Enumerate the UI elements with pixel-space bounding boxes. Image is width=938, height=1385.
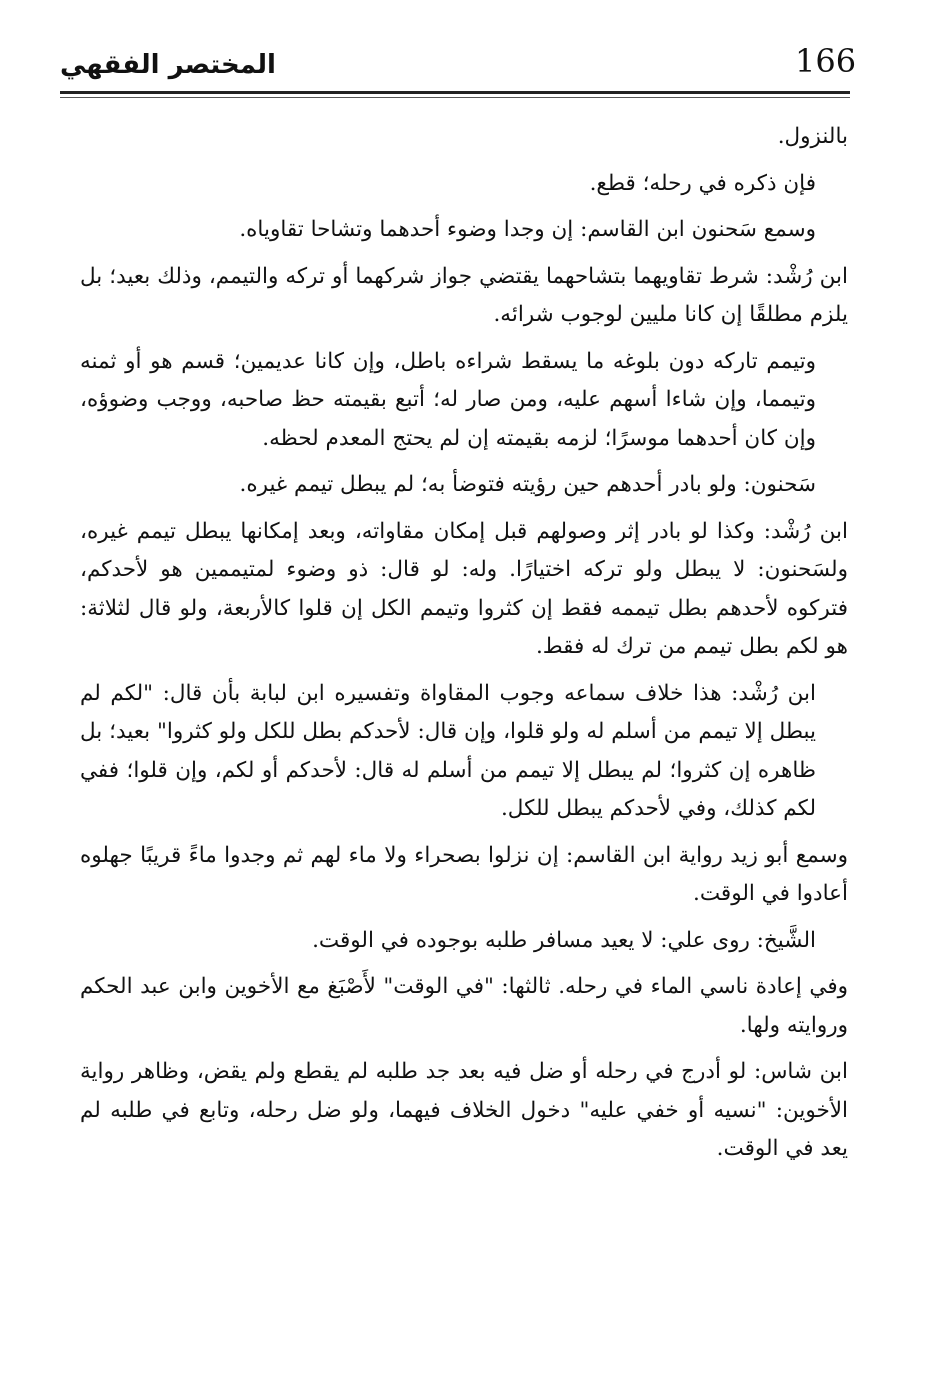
paragraph: فإن ذكره في رحله؛ قطع. [589, 170, 816, 196]
header-rule [60, 91, 850, 94]
header-rule-thin [60, 97, 850, 98]
paragraph: ابن رُشْد: وكذا لو بادر إثر وصولهم قبل إمكان مقاواته، وبعد إمكانها يبطل تيمم غيره، ولسَحنون: لا يبطل ولو تركه اختيارًا. وله: لو قال: ذو وضوء لمتيممين هو لأحدكم، فتركوه لأحدهم بطل تيممه فقط إن كثروا وتيمم الكل إن قلوا كالأربعة، ولو قال لثلاثة: هو لكم بطل تيمم من ترك له فقط. [80, 518, 848, 659]
page-header [60, 40, 857, 88]
paragraph: بالنزول. [777, 124, 848, 149]
paragraph: ابن رُشْد: شرط تقاويهما بتشاحهما يقتضي جواز شركهما أو تركه والتيمم، وذلك بعيد؛ بل يلزم مطلقًا إن كانا مليين لوجوب شرائه. [80, 263, 848, 327]
main-text [80, 118, 848, 1177]
paragraph: ابن رُشْد: هذا خلاف سماعه وجوب المقاواة وتفسيره ابن لبابة بأن قال: "لكم لم يبطل إلا تيمم من أسلم له ولو قلوا، وإن قال: لأحدكم بطل للكل ولو كثروا" بعيد؛ بل ظاهره إن كثروا؛ لم يبطل إلا تيمم من أسلم له قال: لأحدكم أو لكم، وإن قلوا؛ ففي لكم كذلك، وفي لأحدكم يبطل للكل. [80, 680, 816, 821]
page-number: 166 [795, 42, 857, 80]
paragraph: وتيمم تاركه دون بلوغه ما يسقط شراءه باطل، وإن كانا عديمين؛ قسم هو أو ثمنه وتيمما، وإن شاءا أسهم عليه، ومن صار له؛ أتبع بقيمته حظ صاحبه، ووجب وضوؤه، وإن كان أحدهما موسرًا؛ لزمه بقيمته إن لم يحتج المعدم لحظه. [80, 348, 816, 451]
paragraph: وفي إعادة ناسي الماء في رحله. ثالثها: "في الوقت" لأَصْبَغ مع الأخوين وابن عبد الحكم وروايته ولها. [80, 974, 848, 1038]
paragraph: ابن شاس: لو أدرج في رحله أو ضل فيه بعد جد طلبه لم يقطع ولم يقض، وظاهر رواية الأخوين: "نسيه أو خفي عليه" دخول الخلاف فيهما، ولو ضل رحله، وتابع في طلبه لم يعد في الوقت. [80, 1059, 848, 1161]
paragraph: الشَّيخ: روى علي: لا يعيد مسافر طلبه بوجوده في الوقت. [312, 927, 816, 953]
running-title: المختصر الفقهي [60, 50, 276, 80]
paragraph: وسمع سَحنون ابن القاسم: إن وجدا وضوء أحدهما وتشاحا تقاوياه. [239, 217, 816, 242]
paragraph: وسمع أبو زيد رواية ابن القاسم: إن نزلوا بصحراء ولا ماء لهم ثم وجدوا ماءً قريبًا جهلوه أعادوا في الوقت. [80, 842, 848, 906]
paragraph: سَحنون: ولو بادر أحدهم حين رؤيته فتوضأ به؛ لم يبطل تيمم غيره. [239, 472, 816, 497]
